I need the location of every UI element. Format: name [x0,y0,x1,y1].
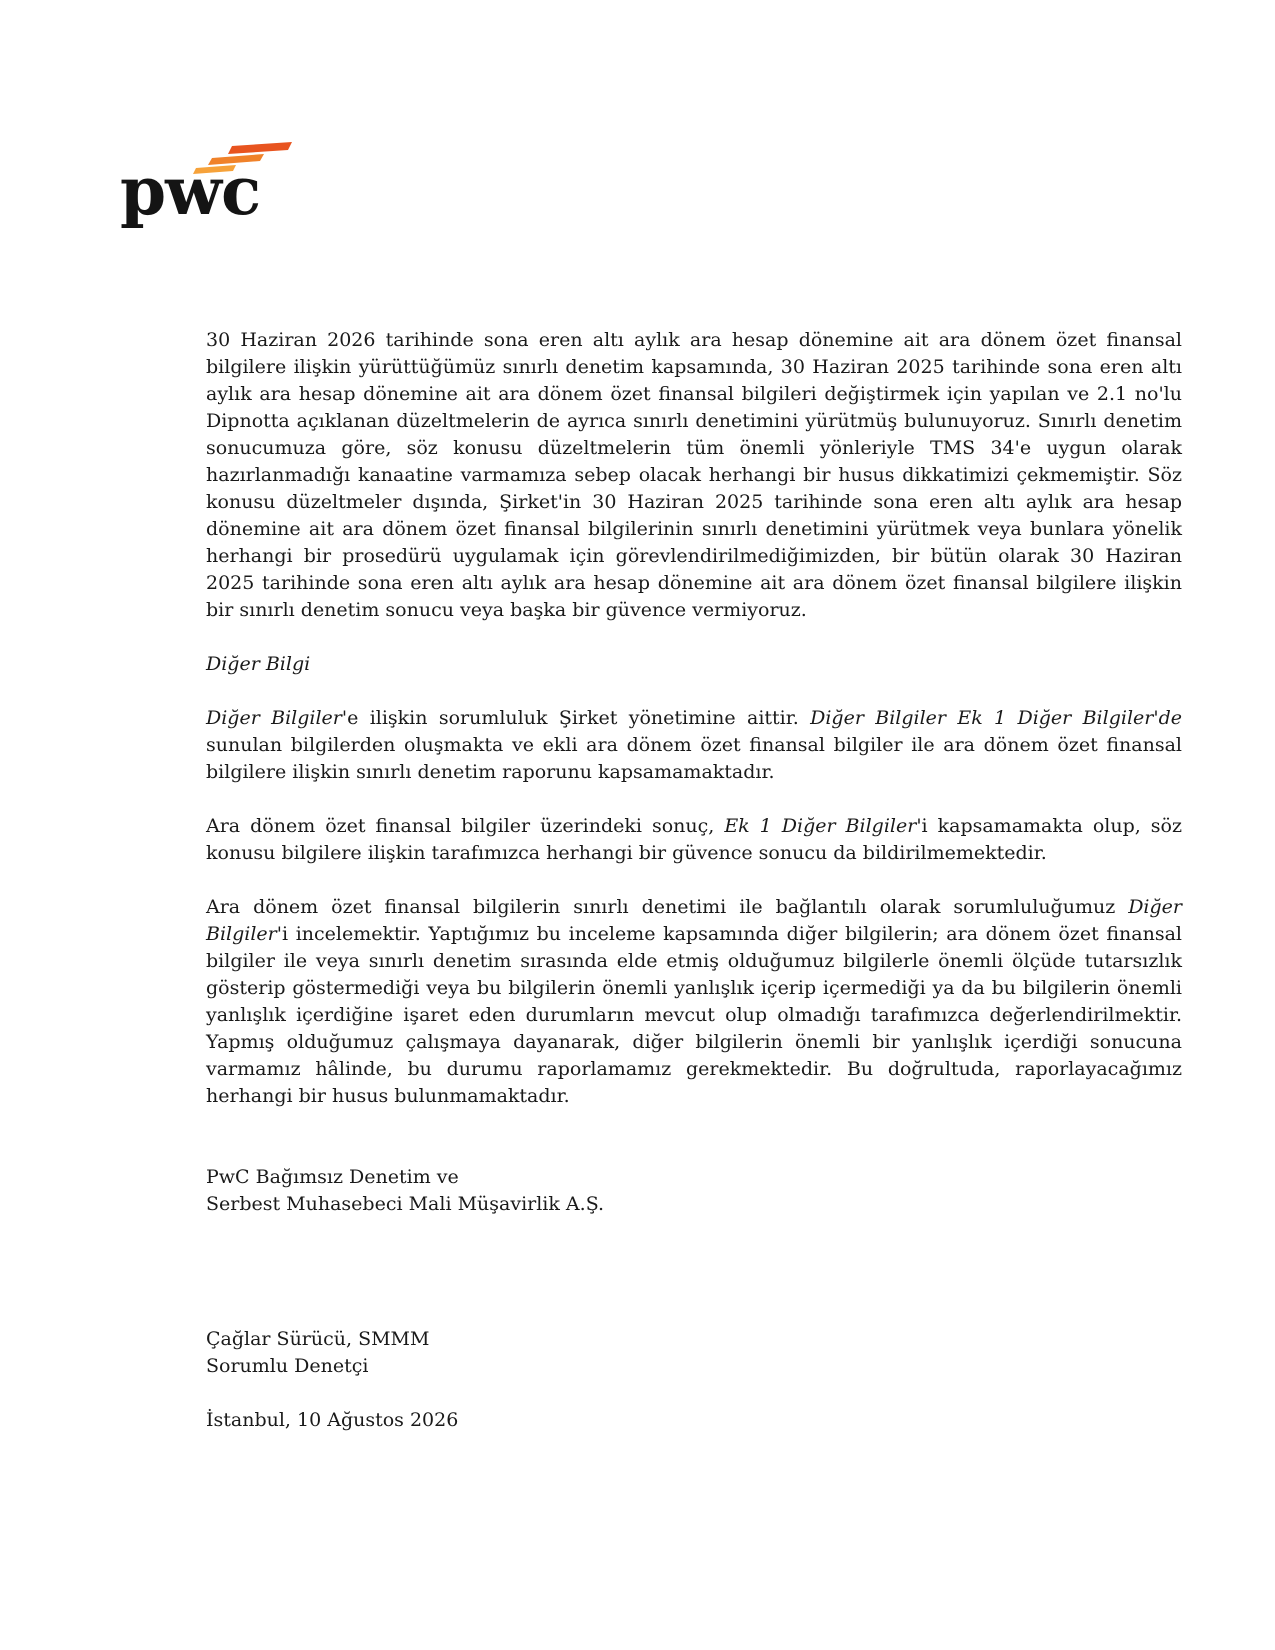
paragraph-text: 'i kapsamamakta olup, söz konusu bilgilere ilişkin tarafımızca herhangi bir güvence sonucu da bildirilmemektedir. [206,815,1182,864]
auditor-title: Sorumlu Denetçi [206,1355,369,1377]
auditor-name: Çağlar Sürücü, SMMM [206,1328,430,1350]
place-and-date [206,1407,1182,1434]
paragraph-responsibility [206,705,1182,786]
other-info-term: Diğer Bilgiler [206,896,1182,945]
pwc-logo [120,140,295,240]
firm-name-line-1: PwC Bağımsız Denetim ve [206,1166,459,1188]
other-info-term: Diğer Bilgiler [206,707,342,729]
place-date-line: İstanbul, 10 Ağustos 2026 [206,1409,459,1431]
signature-firm [206,1164,1182,1218]
section-heading-other-information: Diğer Bilgi [206,653,311,675]
paragraph-text: sunulan bilgilerden oluşmakta ve ekli ara dönem özet finansal bilgiler ile ara dönem özet finansal bilgilere ilişkin sınırlı denetim raporunu kapsamamaktadır. [206,734,1182,783]
annex-term: Ek 1 Diğer Bilgiler [724,815,917,837]
firm-name-line-2: Serbest Muhasebeci Mali Müşavirlik A.Ş. [206,1193,605,1215]
other-info-annex-term: Diğer Bilgiler Ek 1 Diğer Bilgiler'de [810,707,1182,729]
paragraph-text: 'e ilişkin sorumluluk Şirket yönetimine aittir. [341,707,811,729]
paragraph-adjustments: 30 Haziran 2026 tarihinde sona eren altı aylık ara hesap dönemine ait ara dönem özet finansal bilgilere ilişkin yürüttüğümüz sınırlı denetim kapsamında, 30 Haziran 2025 tarihinde sona eren altı aylık ara hesap dönemine ait ara dönem özet finansal bilgileri değiştirmek için yapılan ve 2.1 no'lu Dipnotta açıklanan düzeltmelerin de ayrıca sınırlı denetimini yürütmüş bulunuyoruz. Sınırlı denetim sonucumuza göre, söz konusu düzeltmelerin tüm önemli yönleriyle TMS 34'e uygun olarak hazırlanmadığı kanaatine varmamıza sebep olacak herhangi bir husus dikkatimizi çekmemiştir. Söz konusu düzeltmeler dışında, Şirket'in 30 Haziran 2025 tarihinde sona eren altı aylık ara hesap dönemine ait ara dönem özet finansal bilgilerinin sınırlı denetimini yürütmek veya bunlara yönelik herhangi bir prosedürü uygulamak için görevlendirilmediğimizden, bir bütün olarak 30 Haziran 2025 tarihinde sona eren altı aylık ara hesap dönemine ait ara dönem özet finansal bilgilere ilişkin bir sınırlı denetim sonucu veya başka bir güvence vermiyoruz. [206,329,1182,621]
signature-auditor [206,1326,1182,1380]
paragraph-text: Ara dönem özet finansal bilgilerin sınırlı denetimi ile bağlantılı olarak sorumluluğumuz [206,896,1129,918]
letter-body [206,327,1182,1434]
paragraph-our-responsibility [206,894,1182,1110]
paragraph-conclusion-scope [206,813,1182,867]
paragraph-text: Ara dönem özet finansal bilgiler üzerindeki sonuç, [206,815,725,837]
pwc-logo-wordmark: pwc [120,152,261,230]
paragraph-text: 'i incelemektir. Yaptığımız bu inceleme kapsamında diğer bilgilerin; ara dönem özet finansal bilgiler ile veya sınırlı denetim sırasında elde etmiş olduğumuz bilgilerle önemli ölçüde tutarsızlık gösterip göstermediği veya bu bilgilerin önemli yanlışlık içerip içermediği ya da bu bilgilerin önemli yanlışlık içerdiğine işaret eden durumların mevcut olup olmadığı tarafımızca değerlendirilmektir. Yapmış olduğumuz çalışmaya dayanarak, diğer bilgilerin önemli bir yanlışlık içerdiği sonucuna varmamız hâlinde, bu durumu raporlamamız gerekmektedir. Bu doğrultuda, raporlayacağımız herhangi bir husus bulunmamaktadır. [206,923,1182,1107]
